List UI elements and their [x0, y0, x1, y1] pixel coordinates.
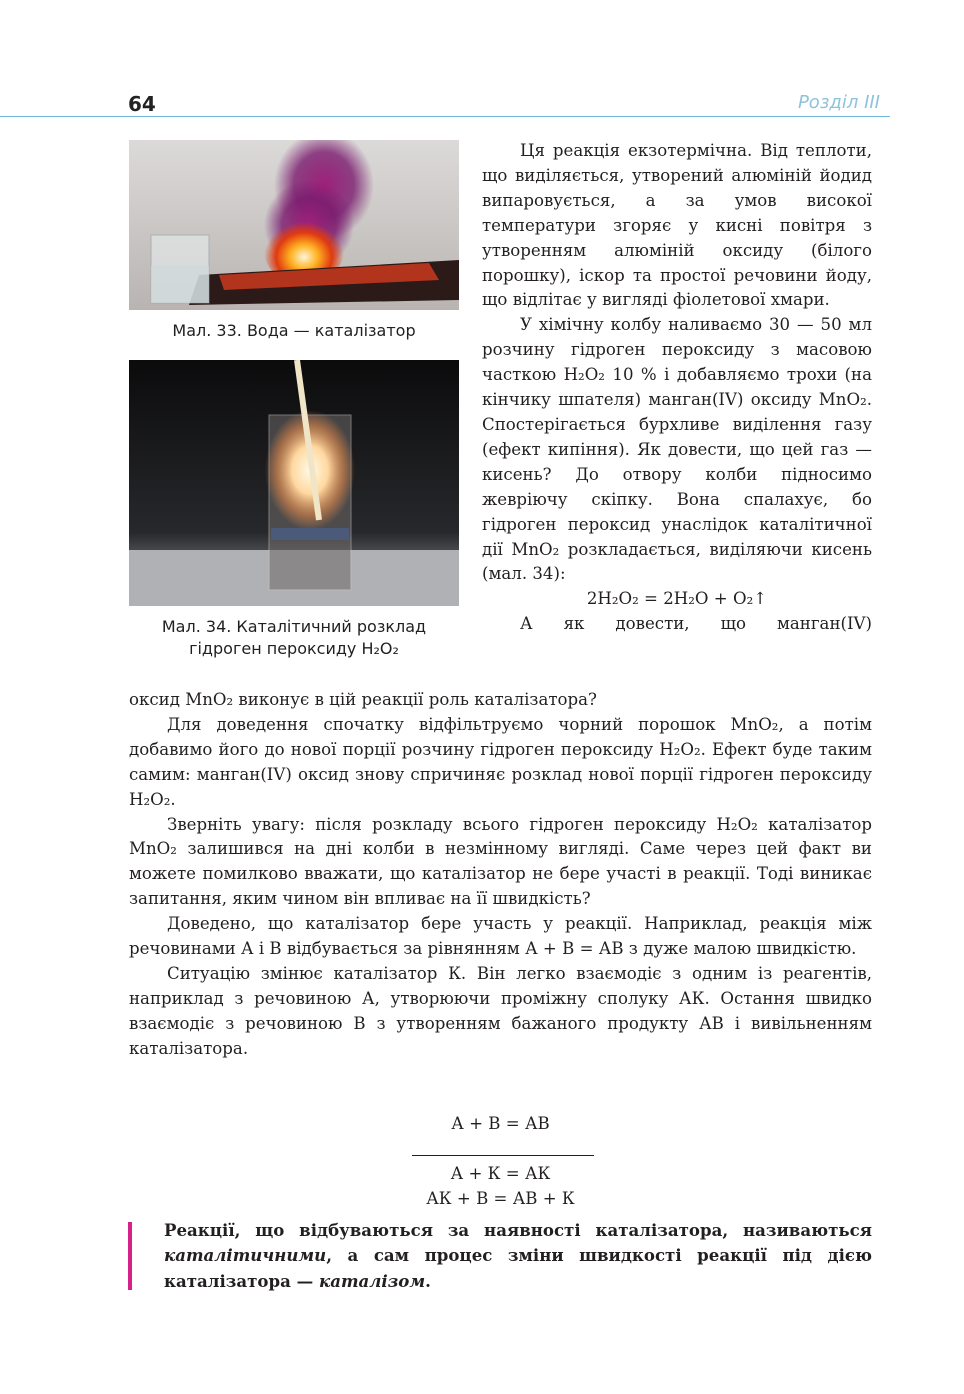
figure-34-caption-line2: гідроген пероксиду H₂O₂ [189, 639, 399, 658]
figure-33-photo [129, 140, 459, 310]
definition-text: , а сам процес зміни швидкості реакції під дією каталізатора — [164, 1245, 872, 1291]
equation-3: АК + В = АВ + К [426, 1189, 575, 1208]
paragraph: Для доведення спочатку відфільтруємо чорний порошок MnO₂, а потім добавимо його до нової порції розчину гідроген пероксиду H₂O₂. Ефект буде таким самим: манган(IV) оксид знову спричиняє розклад нової порції гідроген пероксиду H₂O₂. [129, 714, 872, 809]
main-text [129, 688, 872, 1062]
figure-33-caption: Мал. 33. Вода — каталізатор [172, 321, 416, 340]
definition-marker [128, 1222, 132, 1290]
figure-34-caption-line1: Мал. 34. Каталітичний розклад [161, 617, 427, 636]
paragraph: А як довести, що манган(IV) [520, 614, 872, 634]
definition-text: Реакції, що відбуваються за наявності каталізатора, називаються [164, 1220, 872, 1240]
right-column [482, 139, 872, 637]
paragraph: Ця реакція екзотермічна. Від теплоти, що виділяється, утворений алюміній йодид випаровується, а за умов високої температури згоряє у кисні повітря з утворенням алюміній оксиду (білого порошку), іскор та простої речовини йоду, що відлітає у вигляді фіолетової хмари. [482, 141, 872, 310]
page-number: 64 [128, 92, 156, 116]
paragraph: У хімічну колбу наливаємо 30 — 50 мл розчину гідроген пероксиду з масовою часткою H₂O₂ 10 % і добавляємо трохи (на кінчику шпателя) манган(IV) оксиду MnO₂. Спостерігається бурхливе виділення газу (ефект кипіння). Як довести, що цей газ — кисень? До отвору колби підносимо жевріючу скіпку. Вона спалахує, бо гідроген пероксид унаслідок каталітичної дії MnO₂ розкладається, виділяючи кисень (мал. 34): [482, 315, 872, 584]
equation-divider [412, 1155, 594, 1156]
figure-34-photo [129, 360, 459, 606]
figure-34-caption [129, 616, 459, 660]
equation-2: А + К = АК [450, 1164, 551, 1183]
paragraph: Зверніть увагу: після розкладу всього гідроген пероксиду H₂O₂ каталізатор MnO₂ залишився на дні колби в незмінному вигляді. Саме через цей факт ви можете помилково вважати, що каталізатор не бере участі в реакції. Тоді виникає запитання, яким чином він впливає на її швидкість? [129, 814, 872, 909]
term-catalytic: каталітичними [164, 1245, 327, 1266]
term-catalysis: каталізом [318, 1270, 426, 1291]
definition-box [164, 1218, 872, 1294]
page-header [0, 88, 964, 120]
section-title: Розділ III [797, 92, 880, 113]
paragraph: оксид MnO₂ виконує в цій реакції роль каталізатора? [129, 690, 597, 709]
equation: 2H₂O₂ = 2H₂O + O₂↑ [586, 589, 768, 609]
equation-1: А + В = АВ [451, 1114, 550, 1133]
header-rule [0, 116, 890, 117]
definition-text: . [425, 1270, 431, 1291]
paragraph: Доведено, що каталізатор бере участь у реакції. Наприклад, реакція між речовинами А і В відбувається за рівнянням А + В = АВ з дуже малою швидкістю. [129, 914, 872, 959]
paragraph: Ситуацію змінює каталізатор К. Він легко взаємодіє з одним із реагентів, наприклад з речовиною А, утворюючи проміжну сполуку АК. Остання швидко взаємодіє з речовиною В з утворенням бажаного продукту АВ і вивільненням каталізатора. [129, 963, 872, 1058]
